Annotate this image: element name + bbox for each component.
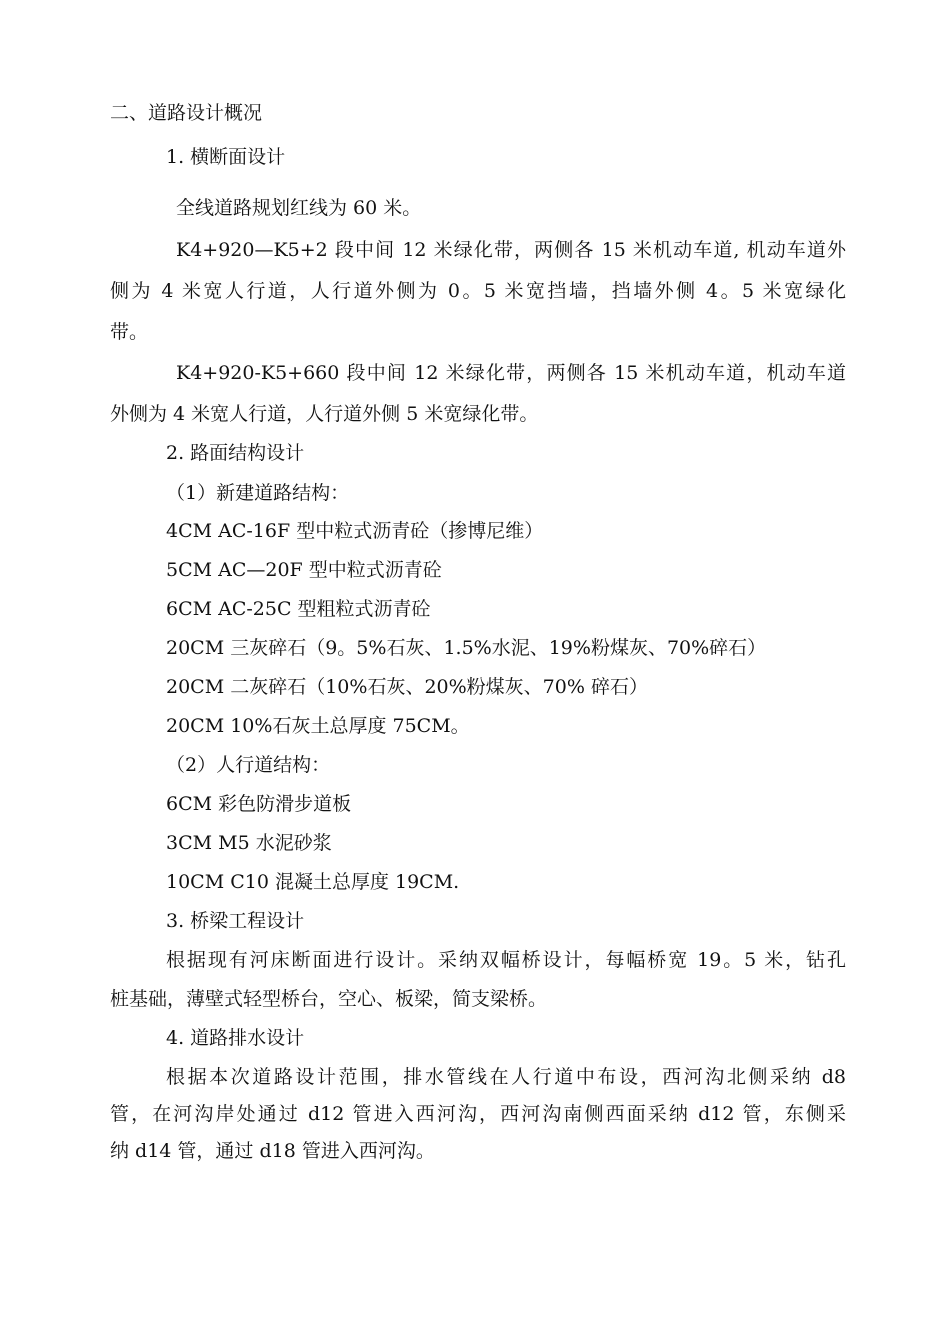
layer-item: 5CM AC—20F 型中粒式沥青砼 <box>166 559 442 581</box>
layer-item: 10CM C10 混凝土总厚度 19CM. <box>166 871 460 893</box>
paragraph-line: 纳 d14 管，通过 d18 管进入西河沟。 <box>110 1140 435 1162</box>
heading-pavement: 2. 路面结构设计 <box>166 442 305 464</box>
layer-item: 20CM 三灰碎石（9。5%石灰、1.5%水泥、19%粉煤灰、70%碎石） <box>166 637 767 659</box>
new-road-label: （1）新建道路结构： <box>166 482 350 504</box>
paragraph-line: 带。 <box>110 321 149 343</box>
layer-item: 6CM AC-25C 型粗粒式沥青砼 <box>166 598 431 620</box>
heading-cross-section: 1. 横断面设计 <box>166 146 286 168</box>
paragraph-line: 桩基础，薄壁式轻型桥台，空心、板梁，简支梁桥。 <box>110 988 548 1010</box>
paragraph-line: 管，在河沟岸处通过 d12 管进入西河沟，西河沟南侧西面采纳 d12 管，东侧采 <box>110 1103 846 1125</box>
paragraph-line: K4+920—K5+2 段中间 12 米绿化带，两侧各 15 米机动车道, 机动车道外 <box>176 239 846 261</box>
layer-item: 3CM M5 水泥砂浆 <box>166 832 332 854</box>
heading-bridge: 3. 桥梁工程设计 <box>166 910 305 932</box>
layer-item: 6CM 彩色防滑步道板 <box>166 793 352 815</box>
paragraph-red-line: 全线道路规划红线为 60 米。 <box>176 197 422 219</box>
paragraph-line: 根据现有河床断面进行设计。采纳双幅桥设计，每幅桥宽 19。5 米，钻孔 <box>166 949 846 971</box>
paragraph-line: 外侧为 4 米宽人行道，人行道外侧 5 米宽绿化带。 <box>110 403 539 425</box>
layer-item: 20CM 二灰碎石（10%石灰、20%粉煤灰、70% 碎石） <box>166 676 648 698</box>
section-title: 二、道路设计概况 <box>110 102 263 124</box>
layer-item: 4CM AC-16F 型中粒式沥青砼（掺博尼维） <box>166 520 544 542</box>
sidewalk-label: （2）人行道结构： <box>166 754 331 776</box>
heading-drainage: 4. 道路排水设计 <box>166 1027 305 1049</box>
paragraph-line: 根据本次道路设计范围，排水管线在人行道中布设，西河沟北侧采纳 d8 <box>166 1066 846 1088</box>
paragraph-line: K4+920-K5+660 段中间 12 米绿化带，两侧各 15 米机动车道，机动车道 <box>176 362 846 384</box>
layer-item: 20CM 10%石灰土总厚度 75CM。 <box>166 715 470 737</box>
paragraph-line: 侧为 4 米宽人行道，人行道外侧为 0。5 米宽挡墙，挡墙外侧 4。5 米宽绿化 <box>110 280 846 302</box>
